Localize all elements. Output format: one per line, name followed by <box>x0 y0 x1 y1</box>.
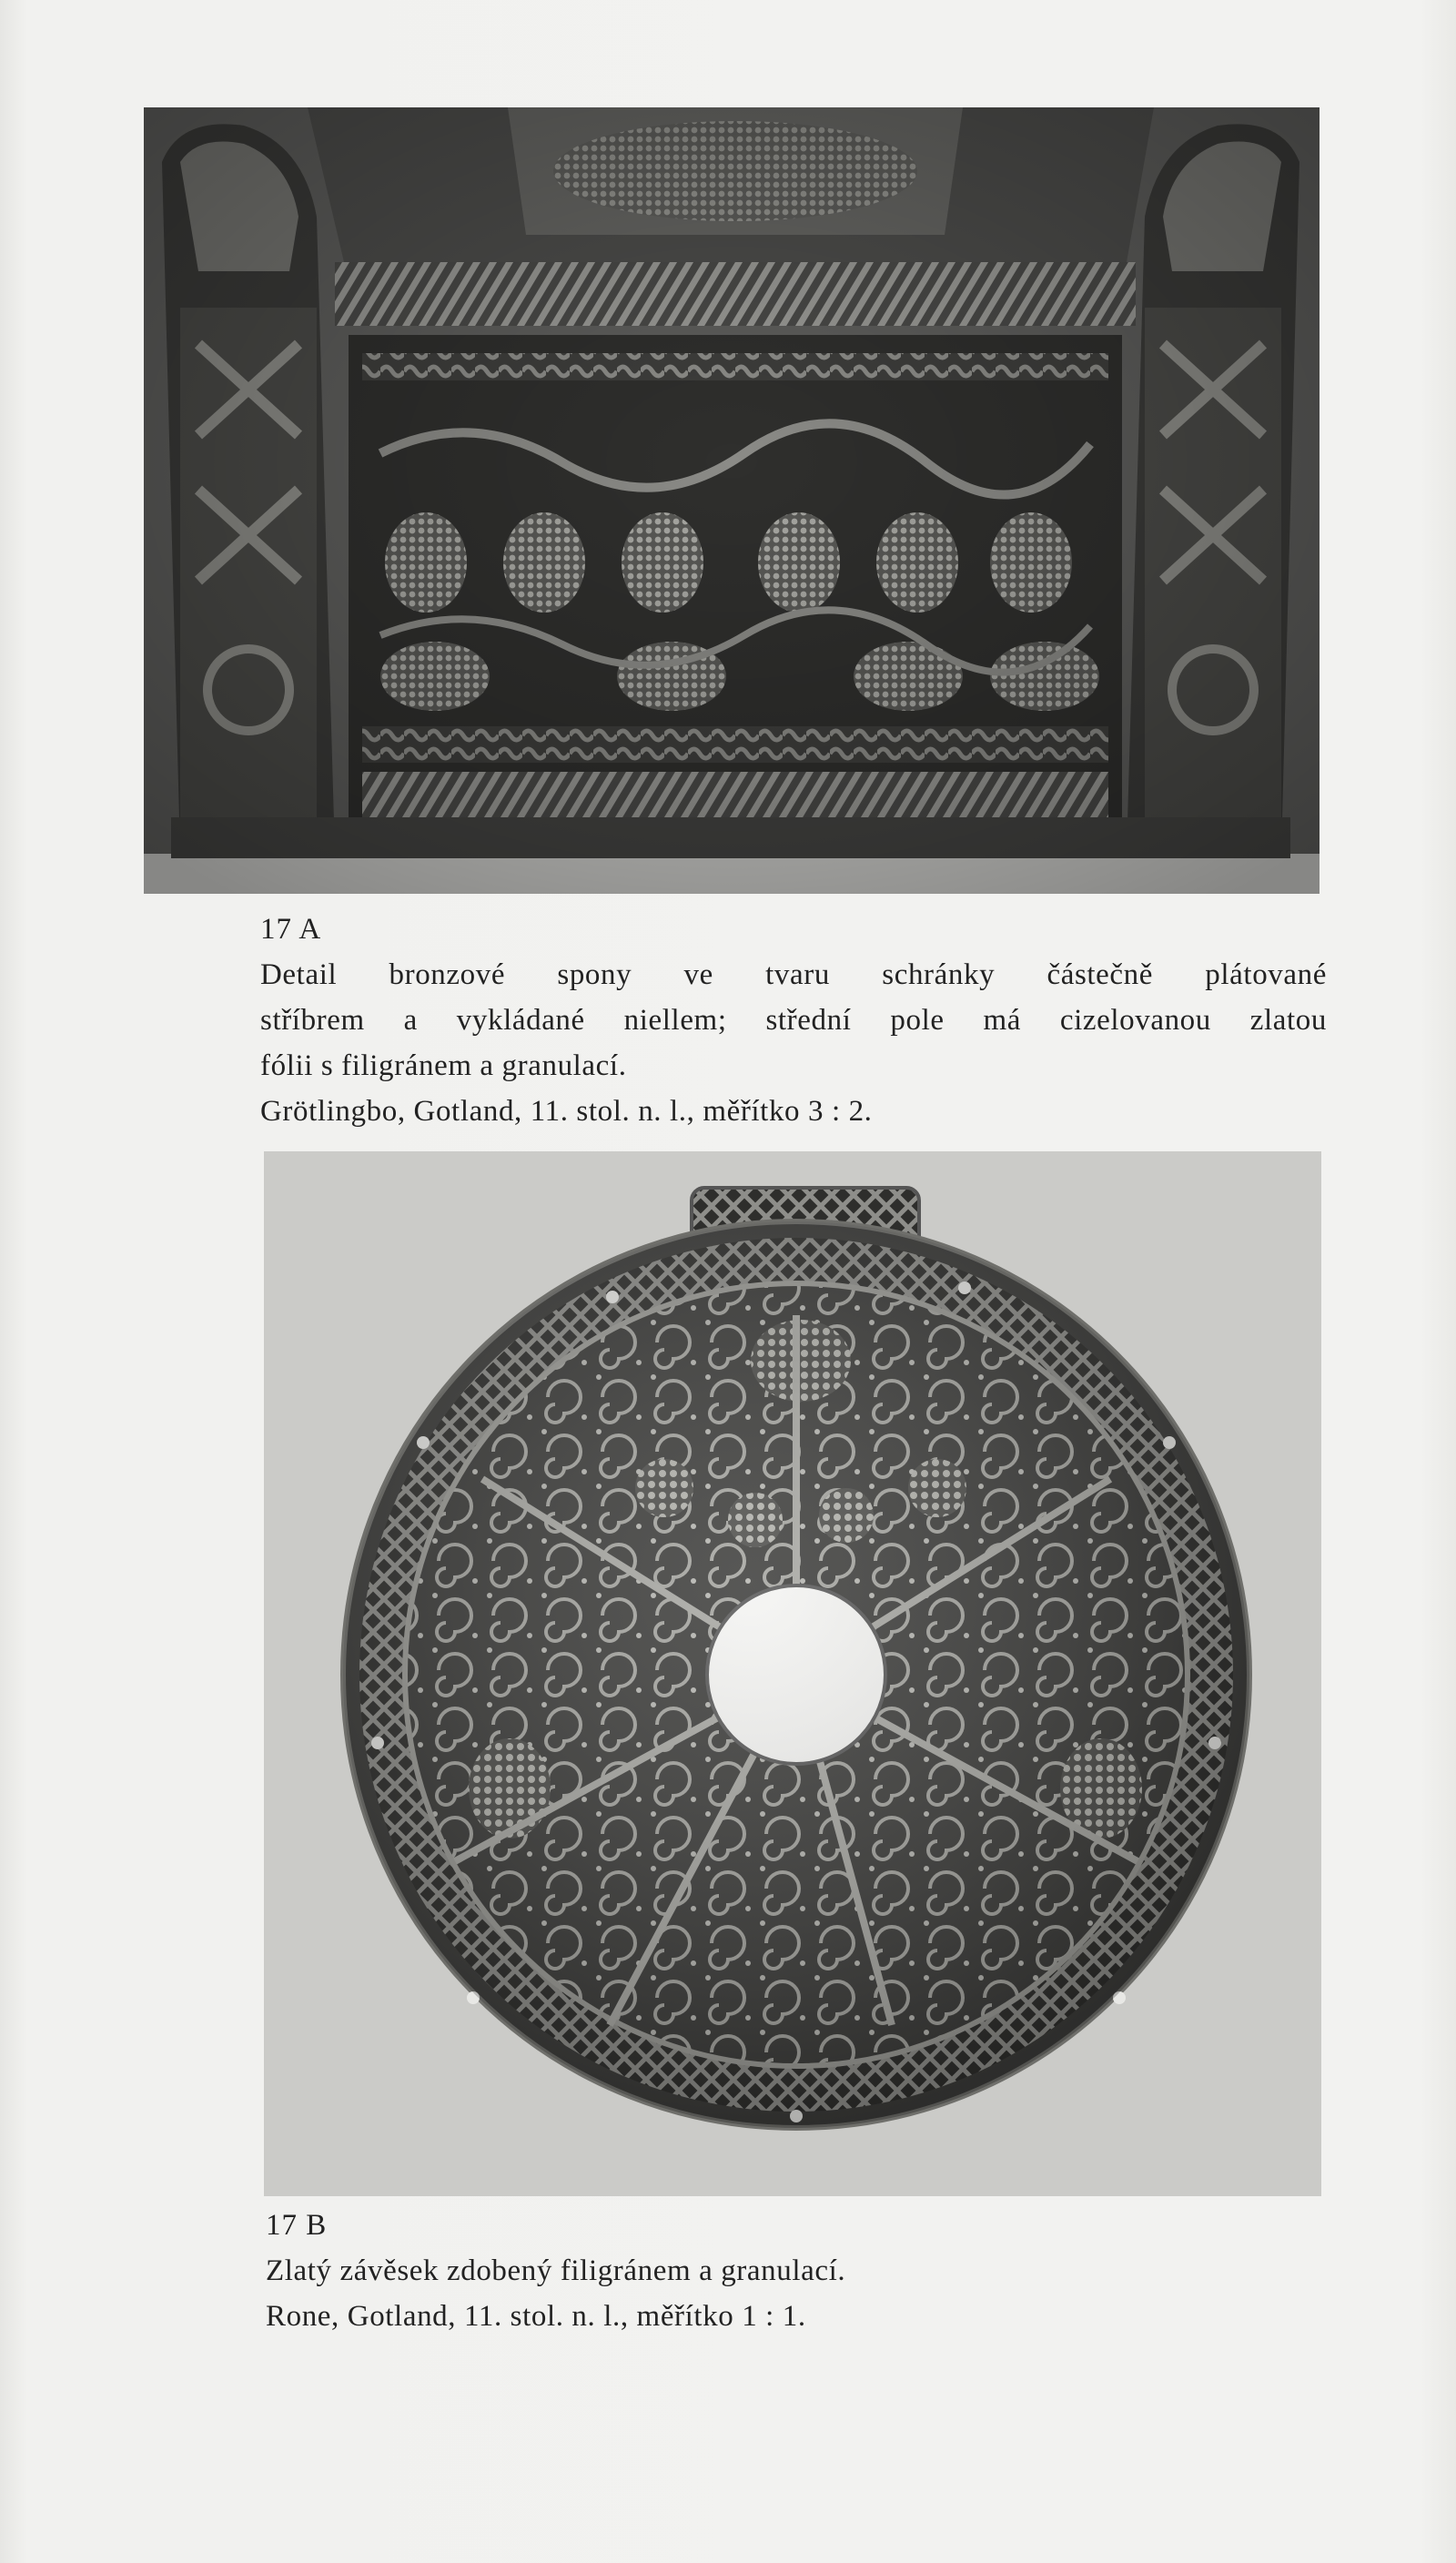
caption-line: fólii s filigránem a granulací. <box>260 1049 627 1082</box>
pendant-illustration <box>264 1151 1321 2196</box>
caption-source: Rone, Gotland, 11. stol. n. l., měřítko 1 : 1. <box>266 2300 806 2333</box>
box-brooch-illustration <box>144 107 1320 894</box>
figure-number: 17 B <box>266 2209 328 2242</box>
caption-figure-17b <box>266 2203 1085 2339</box>
photo-box-brooch-detail <box>144 107 1320 894</box>
caption-source: Grötlingbo, Gotland, 11. stol. n. l., měřítko 3 : 2. <box>260 1095 873 1128</box>
caption-line: stříbrem a vykládané niellem; střední pole má cizelovanou zlatou <box>260 1004 1327 1037</box>
caption-figure-17a <box>260 907 1327 1134</box>
caption-line: Detail bronzové spony ve tvaru schránky částečně plátované <box>260 958 1327 991</box>
caption-line: Zlatý závěsek zdobený filigránem a granulací. <box>266 2254 846 2287</box>
figure-number: 17 A <box>260 913 322 946</box>
photo-gold-pendant <box>264 1151 1321 2196</box>
